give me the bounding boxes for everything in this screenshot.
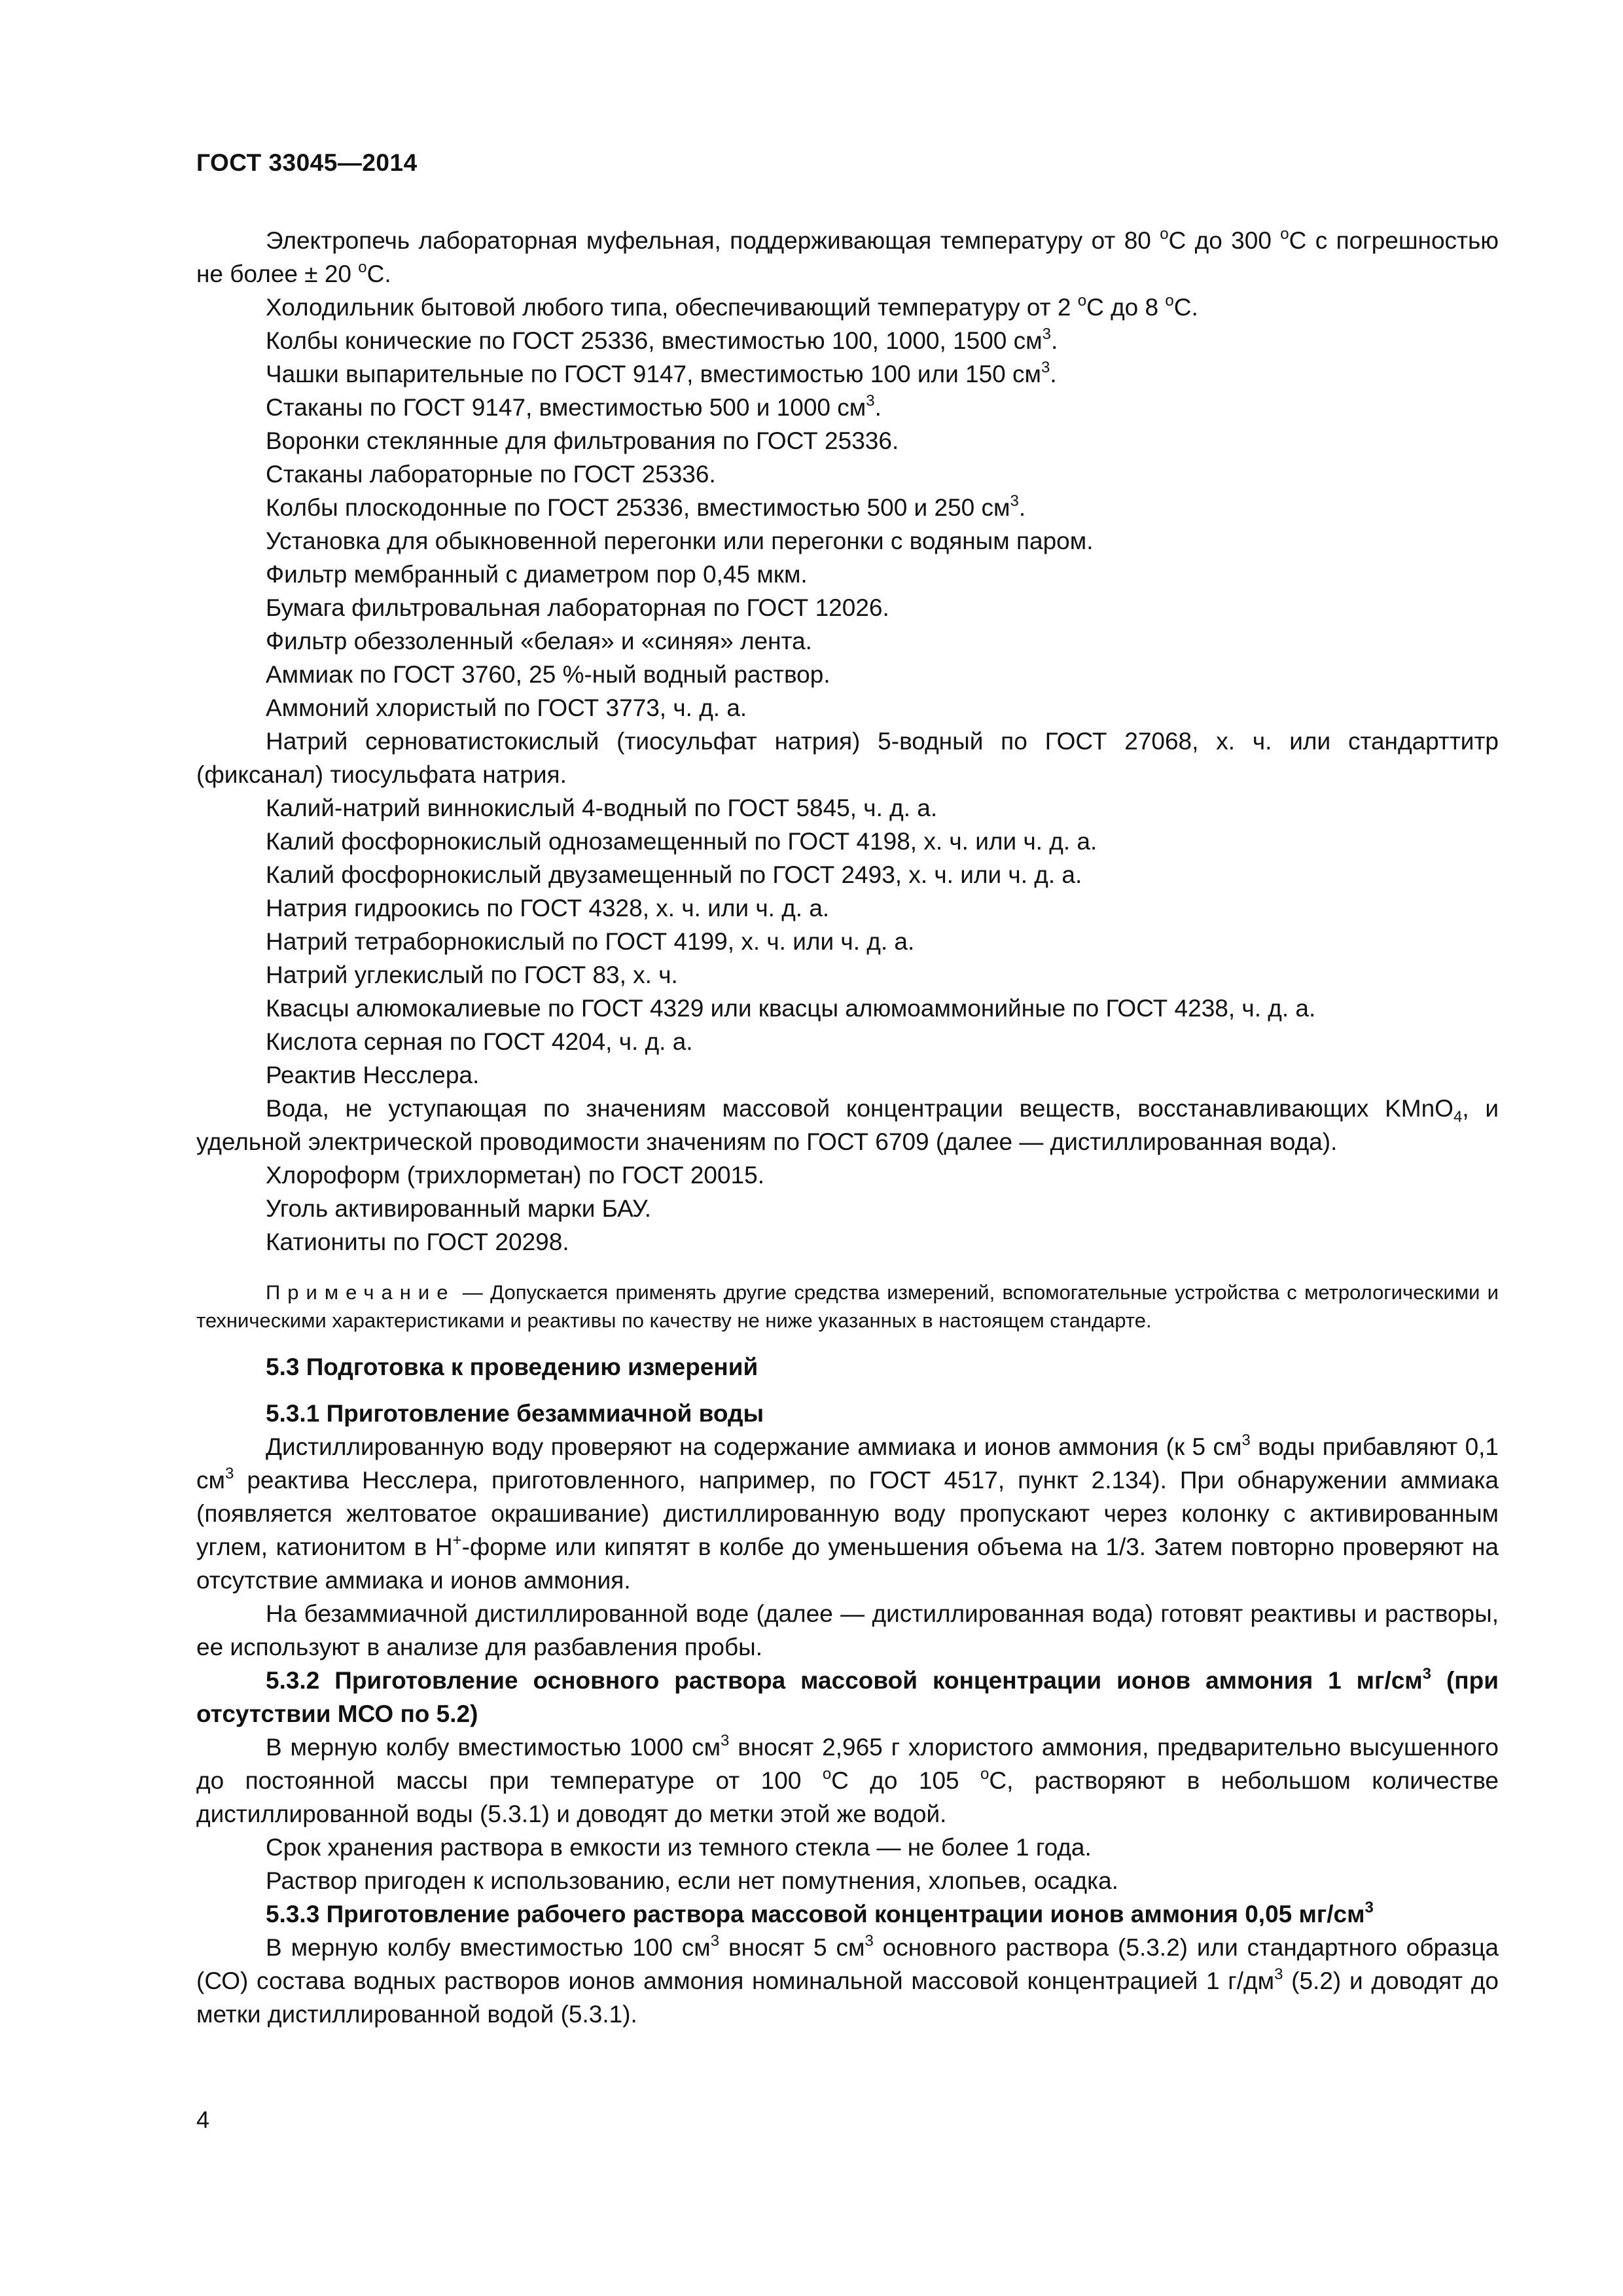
equipment-item: Фильтр обеззоленный «белая» и «синяя» лента.: [266, 628, 812, 655]
reagent-item: Кислота серная по ГОСТ 4204, ч. д. а.: [266, 1028, 693, 1055]
superscript-three: 3: [710, 1932, 720, 1950]
subsection-heading: 5.3.2 Приготовление основного раствора массовой концентрации ионов аммония 1 $мг/см^3$ (при отсутствии МСО по 5.2): [196, 1665, 1499, 1727]
superscript-three: 3: [866, 392, 875, 410]
body-paragraph: На безаммиачной дистиллированной воде (далее — дистиллированная вода) готовят реактивы и растворы, ее используют в анализе для разбавления пробы.: [196, 1600, 1499, 1660]
equipment-item: Чашки выпарительные по ГОСТ 9147, вместимостью 100 или 150 $см^3$.: [266, 359, 1057, 387]
equipment-item: Колбы плоскодонные по ГОСТ 25336, вместимостью 500 и 250 $см^3$.: [266, 492, 1026, 521]
note-text: — Допускается применять другие средства измерений, вспомогательные устройства с метрологическими и техническими характеристиками и реактивы по качеству не ниже указанных в настоящем стандарте.: [196, 1281, 1499, 1332]
reagent-item: Уголь активированный марки БАУ.: [266, 1195, 652, 1222]
note-paragraph: [196, 1278, 1499, 1335]
reagent-item: Калий фосфорнокислый однозамещенный по ГОСТ 4198, х. ч. или ч. д. а.: [266, 828, 1097, 855]
reagent-item: Вода, не уступающая по значениям массовой концентрации веществ, восстанавливающих KMnO$_4$, и удельной электрической проводимости значениям по ГОСТ 6709 (далее — дистиллированная вода).: [196, 1095, 1499, 1155]
degree-mark: o: [1160, 225, 1169, 243]
superscript-three: 3: [865, 1932, 874, 1950]
superscript-plus: +: [452, 1532, 462, 1549]
reagent-item: Натрий углекислый по ГОСТ 83, х. ч.: [266, 961, 678, 988]
running-header: ГОСТ 33045—2014: [196, 149, 418, 176]
reagent-item: Калий-натрий виннокислый 4-водный по ГОСТ 5845, ч. д. а.: [266, 795, 938, 821]
superscript-three: 3: [224, 1465, 234, 1482]
reagent-item: Реактив Несслера.: [266, 1062, 480, 1088]
body-paragraph: Срок хранения раствора в емкости из темного стекла — не более 1 года.: [266, 1834, 1092, 1861]
reagent-item: Аммоний хлористый по ГОСТ 3773, ч. д. а.: [266, 694, 747, 721]
body-paragraph: Дистиллированную воду проверяют на содержание аммиака и ионов аммония (к 5 $см^3$ воды прибавляют 0,1 $см^3$ реактива Несслера, приготовленного, например, по ГОСТ 4517, пункт 2.134). При обнаружении аммиака (появляется желтоватое окрашивание) дистиллированную воду пропускают через колонку с активированным углем, катионитом в H+-форме или кипятят в колбе до уменьшения объема на 1/3. Затем повторно проверяют на отсутствие аммиака и ионов аммония.: [196, 1431, 1499, 1594]
equipment-item: Бумага фильтровальная лабораторная по ГОСТ 12026.: [266, 594, 889, 621]
equipment-item: Колбы конические по ГОСТ 25336, вместимостью 100, 1000, 1500 $см^3$.: [266, 325, 1058, 354]
reagent-item: Аммиак по ГОСТ 3760, 25 %-ный водный раствор.: [266, 661, 830, 688]
superscript-three: 3: [1042, 325, 1051, 343]
superscript-three: 3: [1241, 1431, 1251, 1449]
equipment-item: Воронки стеклянные для фильтрования по ГОСТ 25336.: [266, 427, 899, 454]
degree-mark: o: [822, 1765, 832, 1783]
superscript-three: 3: [1041, 359, 1050, 376]
body-paragraph: В мерную колбу вместимостью 1000 $см^3$ вносят 2,965 г хлористого аммония, предварительно высушенного до постоянной массы при температуре от 100 $^o$C до 105 $^o$C, растворяют в небольшом количестве дистиллированной воды (5.3.1) и доводят до метки этой же водой.: [196, 1732, 1499, 1827]
superscript-three: 3: [1274, 1965, 1283, 1983]
equipment-item: Стаканы по ГОСТ 9147, вместимостью 500 и 1000 $см^3$.: [266, 392, 882, 421]
degree-mark: o: [1280, 225, 1289, 243]
page-number: 4: [196, 2106, 210, 2133]
equipment-item: Установка для обыкновенной перегонки или перегонки с водяным паром.: [266, 528, 1094, 554]
subscript-four: 4: [1453, 1108, 1463, 1126]
subsection-heading: 5.3.3 Приготовление рабочего раствора массовой концентрации ионов аммония 0,05 $мг/см^3$: [266, 1899, 1374, 1928]
superscript-three: 3: [721, 1732, 730, 1749]
equipment-item: Стаканы лабораторные по ГОСТ 25336.: [266, 461, 716, 488]
document-body: [196, 224, 1499, 2031]
equipment-item: Электропечь лабораторная муфельная, поддерживающая температуру от 80 $^o$C до 300 $^o$C с погрешностью не более ± 20 $^o$C.: [196, 225, 1499, 287]
reagent-item: Натрий серноватистокислый (тиосульфат натрия) 5-водный по ГОСТ 27068, х. ч. или стандарттитр (фиксанал) тиосульфата натрия.: [196, 728, 1499, 788]
reagent-item: Катиониты по ГОСТ 20298.: [266, 1229, 569, 1255]
reagent-item: Натрия гидроокись по ГОСТ 4328, х. ч. или ч. д. а.: [266, 895, 830, 922]
degree-mark: o: [358, 259, 367, 276]
degree-mark: o: [1077, 292, 1087, 310]
note-label: Примечание: [266, 1281, 455, 1304]
subsection-heading: 5.3.1 Приготовление безаммиачной воды: [266, 1400, 764, 1427]
reagent-item: Натрий тетраборнокислый по ГОСТ 4199, х. ч. или ч. д. а.: [266, 928, 915, 955]
superscript-three: 3: [1364, 1899, 1374, 1916]
body-paragraph: Раствор пригоден к использованию, если нет помутнения, хлопьев, осадка.: [266, 1867, 1118, 1894]
superscript-three: 3: [1010, 492, 1019, 510]
reagent-item: Калий фосфорнокислый двузамещенный по ГОСТ 2493, х. ч. или ч. д. а.: [266, 861, 1082, 888]
body-paragraph: В мерную колбу вместимостью 100 $см^3$ вносят 5 $см^3$ основного раствора (5.3.2) или стандартного образца (СО) состава водных растворов ионов аммония номинальной массовой концентрацией 1 $г/дм^3$ (5.2) и доводят до метки дистиллированной водой (5.3.1).: [196, 1932, 1499, 2028]
reagent-item: Квасцы алюмокалиевые по ГОСТ 4329 или квасцы алюмоаммонийные по ГОСТ 4238, ч. д. а.: [266, 995, 1316, 1022]
degree-mark: o: [1165, 292, 1174, 310]
equipment-item: Фильтр мембранный с диаметром пор 0,45 мкм.: [266, 561, 808, 588]
degree-mark: o: [980, 1765, 990, 1783]
reagent-item: Хлороформ (трихлорметан) по ГОСТ 20015.: [266, 1162, 765, 1189]
section-heading: 5.3 Подготовка к проведению измерений: [266, 1354, 758, 1380]
superscript-three: 3: [1422, 1665, 1432, 1683]
equipment-item: Холодильник бытовой любого типа, обеспечивающий температуру от 2 $^o$C до 8 $^o$C.: [266, 292, 1198, 321]
